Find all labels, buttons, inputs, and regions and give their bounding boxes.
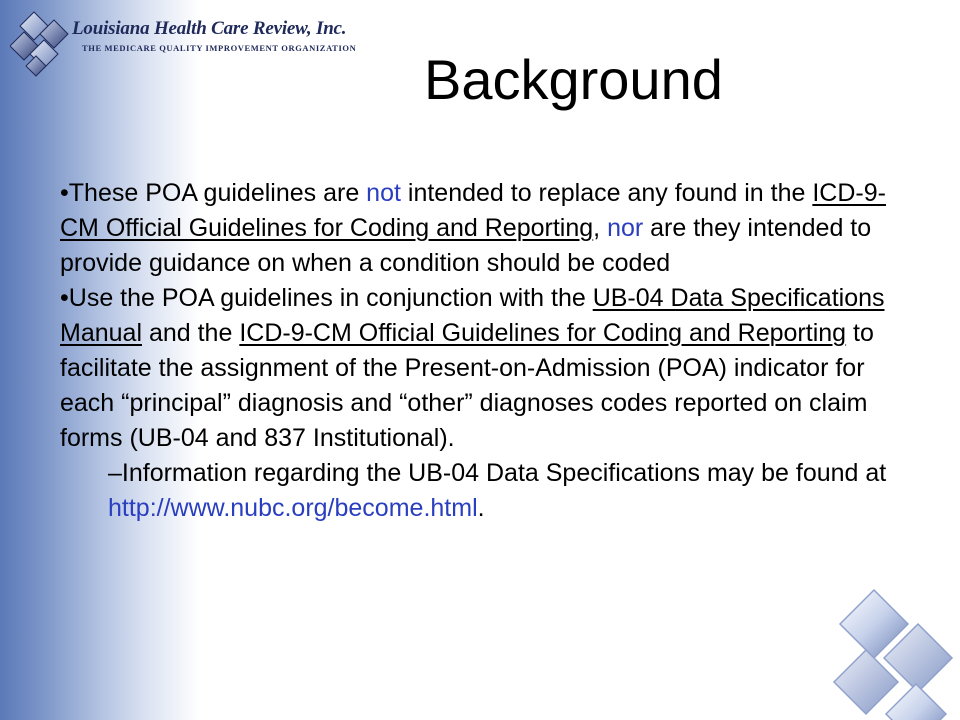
- decorative-diamonds-icon: [818, 580, 960, 720]
- bullet-text: ,: [593, 214, 608, 242]
- organization-logo: [10, 8, 357, 88]
- organization-name: Louisiana Health Care Review, Inc.: [72, 18, 347, 39]
- bullet-text: are they intended to provide guidance on when a condition should be coded: [60, 214, 872, 277]
- sub-bullet-marker: –: [108, 459, 122, 487]
- icd9-guidelines-reference: ICD-9-CM Official Guidelines for Coding and Reporting: [239, 319, 847, 347]
- bullet-item-1: [60, 176, 900, 281]
- ub04-manual-reference: UB-04 Data Specifications Manual: [60, 284, 885, 347]
- bullet-marker: •: [60, 179, 69, 207]
- sub-bullet-text: Information regarding the UB-04 Data Specifications may be found at: [121, 459, 887, 487]
- bullet-text: and the: [142, 319, 240, 347]
- bullet-text: intended to replace any found in the: [400, 179, 813, 207]
- bullet-text: to facilitate the assignment of the Present-on-Admission (POA) indicator for each “principal” diagnosis and “other” diagnoses codes reported on claim forms (UB-04 and 837 Institutional).: [60, 319, 874, 452]
- bullet-marker: •: [60, 284, 69, 312]
- emphasis-nor: nor: [607, 214, 644, 242]
- sub-bullet-item: [60, 456, 900, 526]
- nubc-link[interactable]: http://www.nubc.org/become.html: [108, 494, 478, 522]
- slide-body: [60, 176, 900, 526]
- bullet-text: These POA guidelines are: [68, 179, 367, 207]
- sub-bullet-end: .: [477, 494, 485, 522]
- icd9-guidelines-reference: ICD-9-CM Official Guidelines for Coding and Reporting: [60, 179, 886, 242]
- organization-tagline: THE MEDICARE QUALITY IMPROVEMENT ORGANIZATION: [82, 43, 357, 53]
- emphasis-not: not: [366, 179, 401, 207]
- slide-title: Background: [424, 48, 723, 111]
- logo-diamonds-icon: [10, 8, 80, 80]
- bullet-text: Use the POA guidelines in conjunction with the: [68, 284, 593, 312]
- bullet-item-2: [60, 281, 900, 456]
